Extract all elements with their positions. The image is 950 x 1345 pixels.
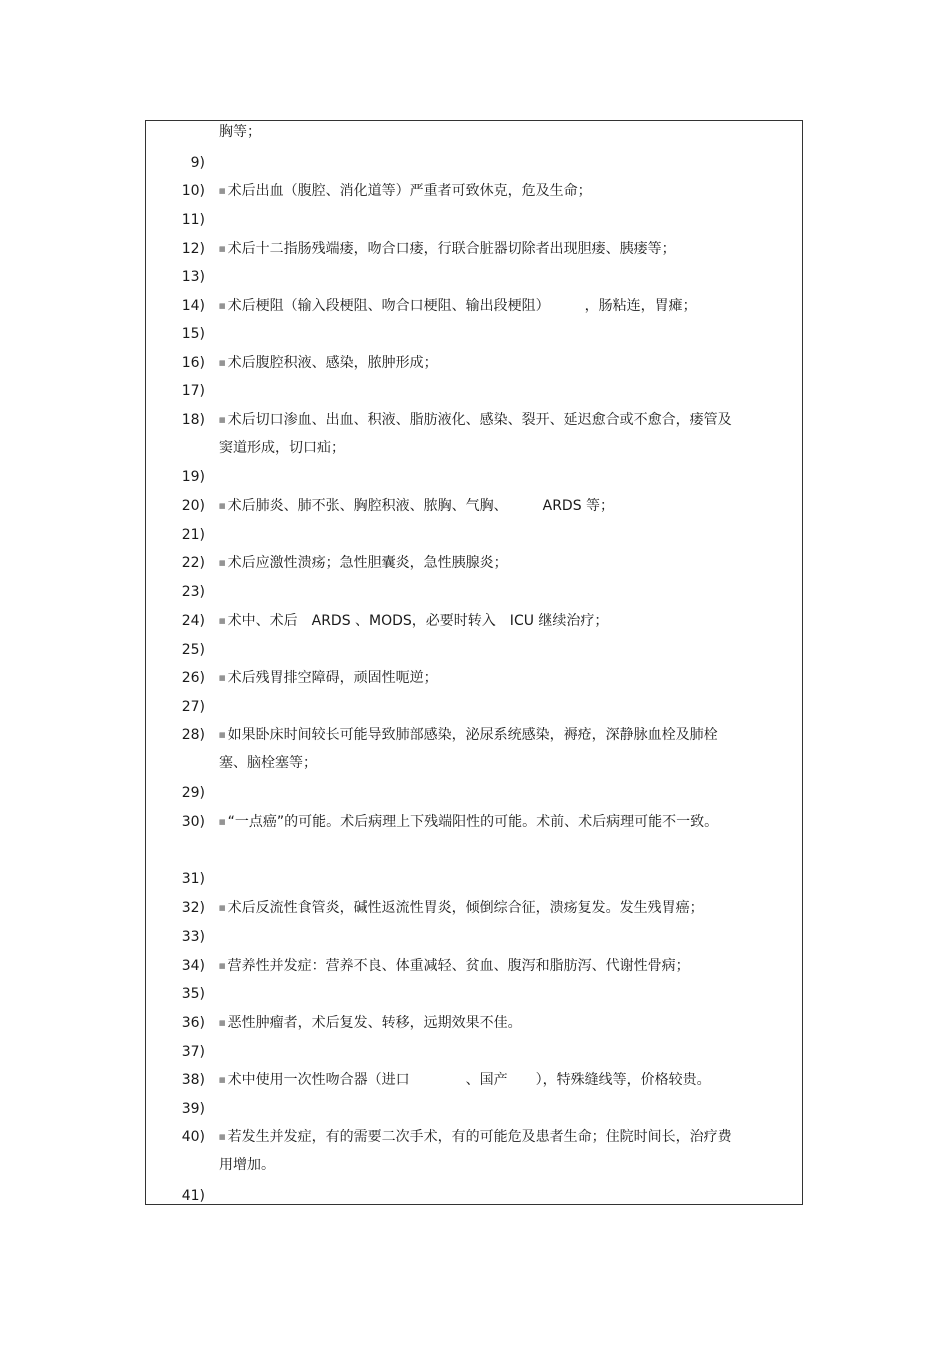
- bullet-mark-icon: ▦: [219, 187, 226, 195]
- item-text-content: “一点癌”的可能。术后病理上下残端阳性的可能。术前、术后病理可能不一致。: [227, 814, 719, 830]
- item-number: 35): [181, 986, 205, 1002]
- item-number: 41): [181, 1188, 205, 1204]
- item-number: 32): [181, 900, 205, 916]
- item-number: 33): [181, 929, 205, 945]
- item-text: [219, 292, 739, 320]
- item-text-content: 术后腹腔积液、感染，脓肿形成；: [227, 355, 438, 371]
- item-text: [219, 235, 739, 263]
- item-number: 25): [181, 642, 205, 658]
- item-number: 28): [181, 727, 205, 743]
- item-text-content: 术后出血（腹腔、消化道等）严重者可致休克，危及生命；: [227, 183, 592, 199]
- item-text-content: 术后反流性食管炎，碱性返流性胃炎，倾倒综合征，溃疡复发。发生残胃癌；: [227, 900, 704, 916]
- item-number: 9): [190, 155, 205, 171]
- item-text: [219, 952, 739, 980]
- item-text-content: 术后残胃排空障碍，顽固性呃逆；: [227, 670, 438, 686]
- bullet-mark-icon: ▦: [219, 416, 226, 424]
- continuation-text: 胸等；: [219, 124, 261, 140]
- item-text: [219, 808, 739, 836]
- item-number: 18): [181, 412, 205, 428]
- item-text: [219, 721, 739, 777]
- bullet-mark-icon: ▦: [219, 1076, 226, 1084]
- content-frame: [145, 120, 803, 1205]
- item-text: [219, 349, 739, 377]
- item-text-content: 术中、术后 ARDS 、MODS，必要时转入 ICU 继续治疗；: [227, 613, 609, 629]
- item-number: 34): [181, 958, 205, 974]
- item-number: 37): [181, 1044, 205, 1060]
- bullet-mark-icon: ▦: [219, 962, 226, 970]
- item-text-content: 营养性并发症：营养不良、体重减轻、贫血、腹泻和脂肪泻、代谢性骨病；: [227, 958, 690, 974]
- item-number: 29): [181, 785, 205, 801]
- item-number: 20): [181, 498, 205, 514]
- item-text-content: 恶性肿瘤者，术后复发、转移，远期效果不佳。: [227, 1015, 522, 1031]
- item-text-content: 术后应激性溃疡；急性胆囊炎，急性胰腺炎；: [227, 555, 508, 571]
- item-text: [219, 607, 739, 635]
- item-number: 38): [181, 1072, 205, 1088]
- bullet-mark-icon: ▦: [219, 559, 226, 567]
- item-text: [219, 177, 739, 205]
- bullet-mark-icon: ▦: [219, 359, 226, 367]
- item-text: [219, 549, 739, 577]
- item-number: 26): [181, 670, 205, 686]
- bullet-mark-icon: ▦: [219, 818, 226, 826]
- item-number: 13): [181, 269, 205, 285]
- item-text-content: 术后肺炎、肺不张、胸腔积液、脓胸、气胸、 ARDS 等；: [227, 498, 615, 514]
- bullet-mark-icon: ▦: [219, 502, 226, 510]
- item-number: 23): [181, 584, 205, 600]
- item-number: 21): [181, 527, 205, 543]
- item-number: 27): [181, 699, 205, 715]
- bullet-mark-icon: ▦: [219, 1133, 226, 1141]
- item-text: [219, 1066, 739, 1094]
- item-text: [219, 1009, 739, 1037]
- bullet-mark-icon: ▦: [219, 302, 226, 310]
- item-number: 16): [181, 355, 205, 371]
- item-text-content: 术后十二指肠残端瘘，吻合口瘘，行联合脏器切除者出现胆瘘、胰瘘等；: [227, 241, 676, 257]
- item-text-content: 术中使用一次性吻合器（进口 、国产 ），特殊缝线等，价格较贵。: [227, 1072, 711, 1088]
- bullet-mark-icon: ▦: [219, 245, 226, 253]
- item-number: 24): [181, 613, 205, 629]
- bullet-mark-icon: ▦: [219, 904, 226, 912]
- bullet-mark-icon: ▦: [219, 617, 226, 625]
- item-number: 17): [181, 383, 205, 399]
- item-number: 14): [181, 298, 205, 314]
- bullet-mark-icon: ▦: [219, 1019, 226, 1027]
- item-text: [219, 406, 739, 462]
- item-text-content: 术后切口渗血、出血、积液、脂肪液化、感染、裂开、延迟愈合或不愈合，瘘管及窦道形成，切口疝；: [219, 412, 732, 456]
- item-number: 10): [181, 183, 205, 199]
- bullet-mark-icon: ▦: [219, 731, 226, 739]
- item-number: 36): [181, 1015, 205, 1031]
- item-text-content: 若发生并发症，有的需要二次手术，有的可能危及患者生命；住院时间长，治疗费用增加。: [219, 1129, 732, 1173]
- item-text: [219, 664, 739, 692]
- item-number: 39): [181, 1101, 205, 1117]
- item-text: [219, 492, 739, 520]
- item-number: 19): [181, 469, 205, 485]
- item-text-content: 术后梗阻（输入段梗阻、吻合口梗阻、输出段梗阻） ，肠粘连，胃瘫；: [227, 298, 697, 314]
- item-number: 40): [181, 1129, 205, 1145]
- item-number: 22): [181, 555, 205, 571]
- item-text: [219, 1123, 739, 1179]
- item-text-content: 如果卧床时间较长可能导致肺部感染，泌尿系统感染，褥疮，深静脉血栓及肺栓塞、脑栓塞等；: [219, 727, 718, 771]
- item-number: 31): [181, 871, 205, 887]
- item-number: 11): [181, 212, 205, 228]
- bullet-mark-icon: ▦: [219, 674, 226, 682]
- item-number: 15): [181, 326, 205, 342]
- item-number: 30): [181, 814, 205, 830]
- item-number: 12): [181, 241, 205, 257]
- item-text: [219, 894, 739, 922]
